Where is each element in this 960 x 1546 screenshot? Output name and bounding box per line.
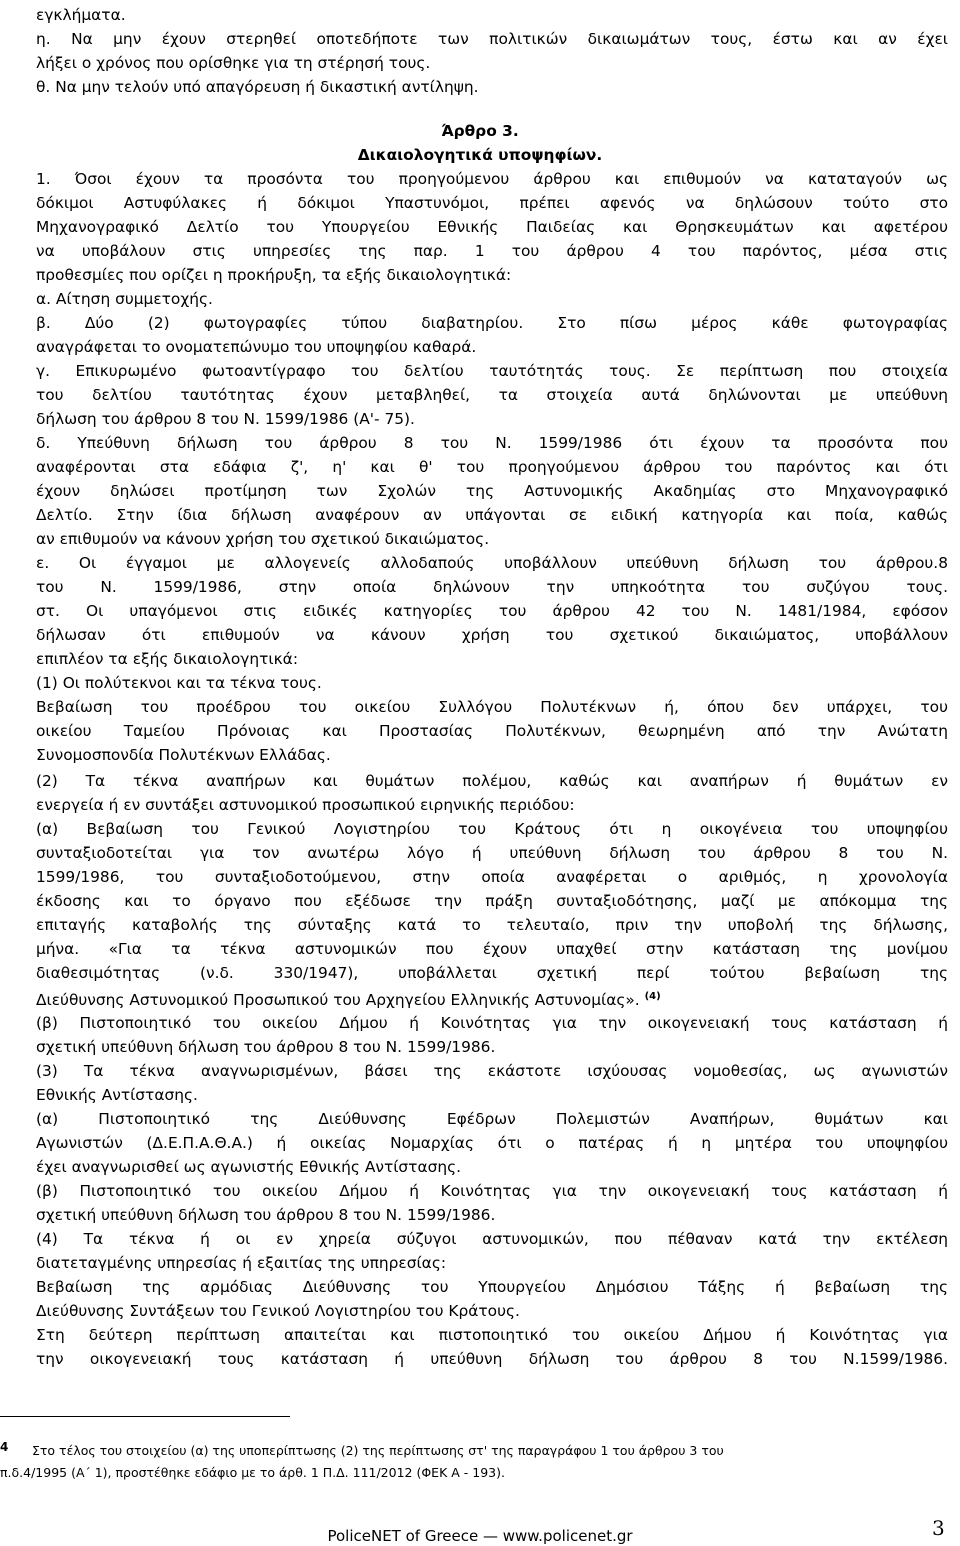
text-line: (3) Τα τέκνα αναγνωρισμένων, βάσει της εκάστοτε ισχύουσας νομοθεσίας, ως αγωνιστών (36, 1062, 948, 1080)
text-line: Συνομοσπονδία Πολυτέκνων Ελλάδας. (36, 746, 331, 764)
text-line: ε. Οι έγγαμοι με αλλογενείς αλλοδαπούς υποβάλλουν υπεύθυνη δήλωση του άρθρου.8 (36, 554, 948, 572)
text-line: β. Δύο (2) φωτογραφίες τύπου διαβατηρίου. Στο πίσω μέρος κάθε φωτογραφίας (36, 314, 948, 332)
page-number: 3 (932, 1516, 945, 1540)
text-line: Άρθρο 3. (441, 122, 519, 140)
text-line: οικείου Ταμείου Πρόνοιας και Προστασίας Πολυτέκνων, θεωρημένη από την Ανώτατη (36, 722, 948, 740)
text-line: επιπλέον τα εξής δικαιολογητικά: (36, 650, 299, 668)
text-line: του Ν. 1599/1986, στην οποία δηλώνουν την υπηκοότητα του συζύγου τους. (36, 578, 948, 596)
footnote-reference: (4) (644, 991, 661, 1002)
text-line: του δελτίου ταυτότητας έχουν μεταβληθεί, τα στοιχεία αυτά δηλώνονται με υπεύθυνη (36, 386, 948, 404)
text-line: ενεργεία ή εν συντάξει αστυνομικού προσωπικού ειρηνικής περιόδου: (36, 796, 575, 814)
text-line: (α) Βεβαίωση του Γενικού Λογιστηρίου του Κράτους ότι η οικογένεια του υποψηφίου (36, 820, 948, 838)
text-line: Δελτίο. Στην ίδια δήλωση αναφέρουν αν υπάγονται σε ειδική κατηγορία και ποία, καθώς (36, 506, 948, 524)
text-line: (α) Πιστοποιητικό της Διεύθυνσης Εφέδρων Πολεμιστών Αναπήρων, θυμάτων και (36, 1110, 948, 1128)
text-line: μήνα. «Για τα τέκνα αστυνομικών που έχουν υπαχθεί στην κατάσταση της μονίμου (36, 940, 948, 958)
text-line: Διεύθυνσης Συντάξεων του Γενικού Λογιστηρίου του Κράτους. (36, 1302, 520, 1320)
text-line: Διεύθυνσης Αστυνομικού Προσωπικού του Αρχηγείου Ελληνικής Αστυνομίας». $^{(4)}$ (36, 991, 661, 1010)
text-line: έχει αναγνωρισθεί ως αγωνιστής Εθνικής Αντίστασης. (36, 1158, 462, 1176)
text-line: επιταγής καταβολής της σύνταξης κατά το τελευταίο, πριν την υποβολή της δήλωσης, (36, 916, 948, 934)
text-line: Βεβαίωση της αρμόδιας Διεύθυνσης του Υπουργείου Δημόσιου Τάξης ή βεβαίωση της (36, 1278, 948, 1296)
text-line: Αγωνιστών (Δ.Ε.Π.Α.Θ.Α.) ή οικείας Νομαρχίας ότι ο πατέρας ή η μητέρα του υποψηφίου (36, 1134, 948, 1152)
text-line: αναγράφεται το ονοματεπώνυμο του υποψηφίου καθαρά. (36, 338, 477, 356)
footnote-line-2: π.δ.4/1995 (Α΄ 1), προστέθηκε εδάφιο με το άρθ. 1 Π.Δ. 111/2012 (ΦΕΚ Α - 193). (0, 1465, 505, 1480)
text-line: δ. Υπεύθυνη δήλωση του άρθρου 8 του Ν. 1599/1986 ότι έχουν τα προσόντα που (36, 434, 948, 452)
page-footer: PoliceNET of Greece — www.policenet.gr (327, 1527, 633, 1545)
text-line: αν επιθυμούν να κάνουν χρήση του σχετικού δικαιώματος. (36, 530, 490, 548)
text-line: δόκιμοι Αστυφύλακες ή δόκιμοι Υπαστυνόμοι, πρέπει αφενός να δηλώσουν τούτο στο (36, 194, 948, 212)
text-line: σχετική υπεύθυνη δήλωση του άρθρου 8 του Ν. 1599/1986. (36, 1206, 496, 1224)
text-line: Δικαιολογητικά υποψηφίων. (357, 146, 603, 164)
text-line: (1) Οι πολύτεκνοι και τα τέκνα τους. (36, 674, 322, 692)
text-line: σχετική υπεύθυνη δήλωση του άρθρου 8 του Ν. 1599/1986. (36, 1038, 496, 1056)
text-line: διαθεσιμότητας (ν.δ. 330/1947), υποβάλλεται σχετική περί τούτου βεβαίωση της (36, 964, 948, 982)
text-line: η. Να μην έχουν στερηθεί οποτεδήποτε των πολιτικών δικαιωμάτων τους, έστω και αν έχει (36, 30, 948, 48)
text-line: λήξει ο χρόνος που ορίσθηκε για τη στέρησή τους. (36, 54, 431, 72)
text-line: δήλωση του άρθρου 8 του Ν. 1599/1986 (Α'- 75). (36, 410, 415, 428)
text-line: 1599/1986, του συνταξιοδοτούμενου, στην οποία αναφέρεται ο αριθμός, η χρονολογία (36, 868, 948, 886)
text-line: (β) Πιστοποιητικό του οικείου Δήμου ή Κοινότητας για την οικογενειακή τους κατάσταση ή (36, 1014, 948, 1032)
text-line: γ. Επικυρωμένο φωτοαντίγραφο του δελτίου ταυτότητάς τους. Σε περίπτωση που στοιχεία (36, 362, 948, 380)
text-line: α. Αίτηση συμμετοχής. (36, 290, 213, 308)
text-line: Στη δεύτερη περίπτωση απαιτείται και πιστοποιητικό του οικείου Δήμου ή Κοινότητας για (36, 1326, 948, 1344)
text-line: εγκλήματα. (36, 6, 126, 24)
text-line: Εθνικής Αντίστασης. (36, 1086, 198, 1104)
text-line: 1. Όσοι έχουν τα προσόντα του προηγούμενου άρθρου και επιθυμούν να καταταγούν ως (36, 170, 948, 188)
text-line: έκδοσης και το όργανο που εξέδωσε την πράξη συνταξιοδότησης, μαζί με απόκομμα της (36, 892, 948, 910)
text-line: Βεβαίωση του προέδρου του οικείου Συλλόγου Πολυτέκνων ή, όπου δεν υπάρχει, του (36, 698, 948, 716)
text-line: θ. Να μην τελούν υπό απαγόρευση ή δικαστική αντίληψη. (36, 78, 479, 96)
text-line: στ. Οι υπαγόμενοι στις ειδικές κατηγορίες του άρθρου 42 του Ν. 1481/1984, εφόσον (36, 602, 948, 620)
text-line: την οικογενειακή τους κατάσταση ή υπεύθυνη δήλωση του άρθρου 8 του Ν.1599/1986. (36, 1350, 948, 1368)
text-line: αναφέρονται στα εδάφια ζ', η' και θ' του προηγούμενου άρθρου του παρόντος και ότι (36, 458, 948, 476)
text-line: έχουν δηλώσει προτίμηση των Σχολών της Αστυνομικής Ακαδημίας στο Μηχανογραφικό (36, 482, 948, 500)
text-line: να υποβάλουν στις υπηρεσίες της παρ. 1 του άρθρου 4 του παρόντος, μέσα στις (36, 242, 948, 260)
text-line: (β) Πιστοποιητικό του οικείου Δήμου ή Κοινότητας για την οικογενειακή τους κατάσταση ή (36, 1182, 948, 1200)
text-line: διατεταγμένης υπηρεσίας ή εξαιτίας της υπηρεσίας: (36, 1254, 447, 1272)
text-line: δήλωσαν ότι επιθυμούν να κάνουν χρήση του σχετικού δικαιώματος, υποβάλλουν (36, 626, 948, 644)
text-line: Μηχανογραφικό Δελτίο του Υπουργείου Εθνικής Παιδείας και Θρησκευμάτων και αφετέρου (36, 218, 948, 236)
footnote-divider (0, 1416, 290, 1417)
footnote-line-1: Στο τέλος του στοιχείου (α) της υποπερίπτωσης (2) της περίπτωσης στ' της παραγράφου 1 του άρθρου 3 του (32, 1443, 724, 1458)
text-line: προθεσμίες που ορίζει η προκήρυξη, τα εξής δικαιολογητικά: (36, 266, 512, 284)
text-line: (2) Τα τέκνα αναπήρων και θυμάτων πολέμου, καθώς και αναπήρων ή θυμάτων εν (36, 772, 948, 790)
footnote-number: 4 (0, 1440, 9, 1454)
text-line: συνταξιοδοτείται για τον ανωτέρω λόγο ή υπεύθυνη δήλωση του άρθρου 8 του Ν. (36, 844, 948, 862)
text-line: (4) Τα τέκνα ή οι εν χηρεία σύζυγοι αστυνομικών, που πέθαναν κατά την εκτέλεση (36, 1230, 948, 1248)
